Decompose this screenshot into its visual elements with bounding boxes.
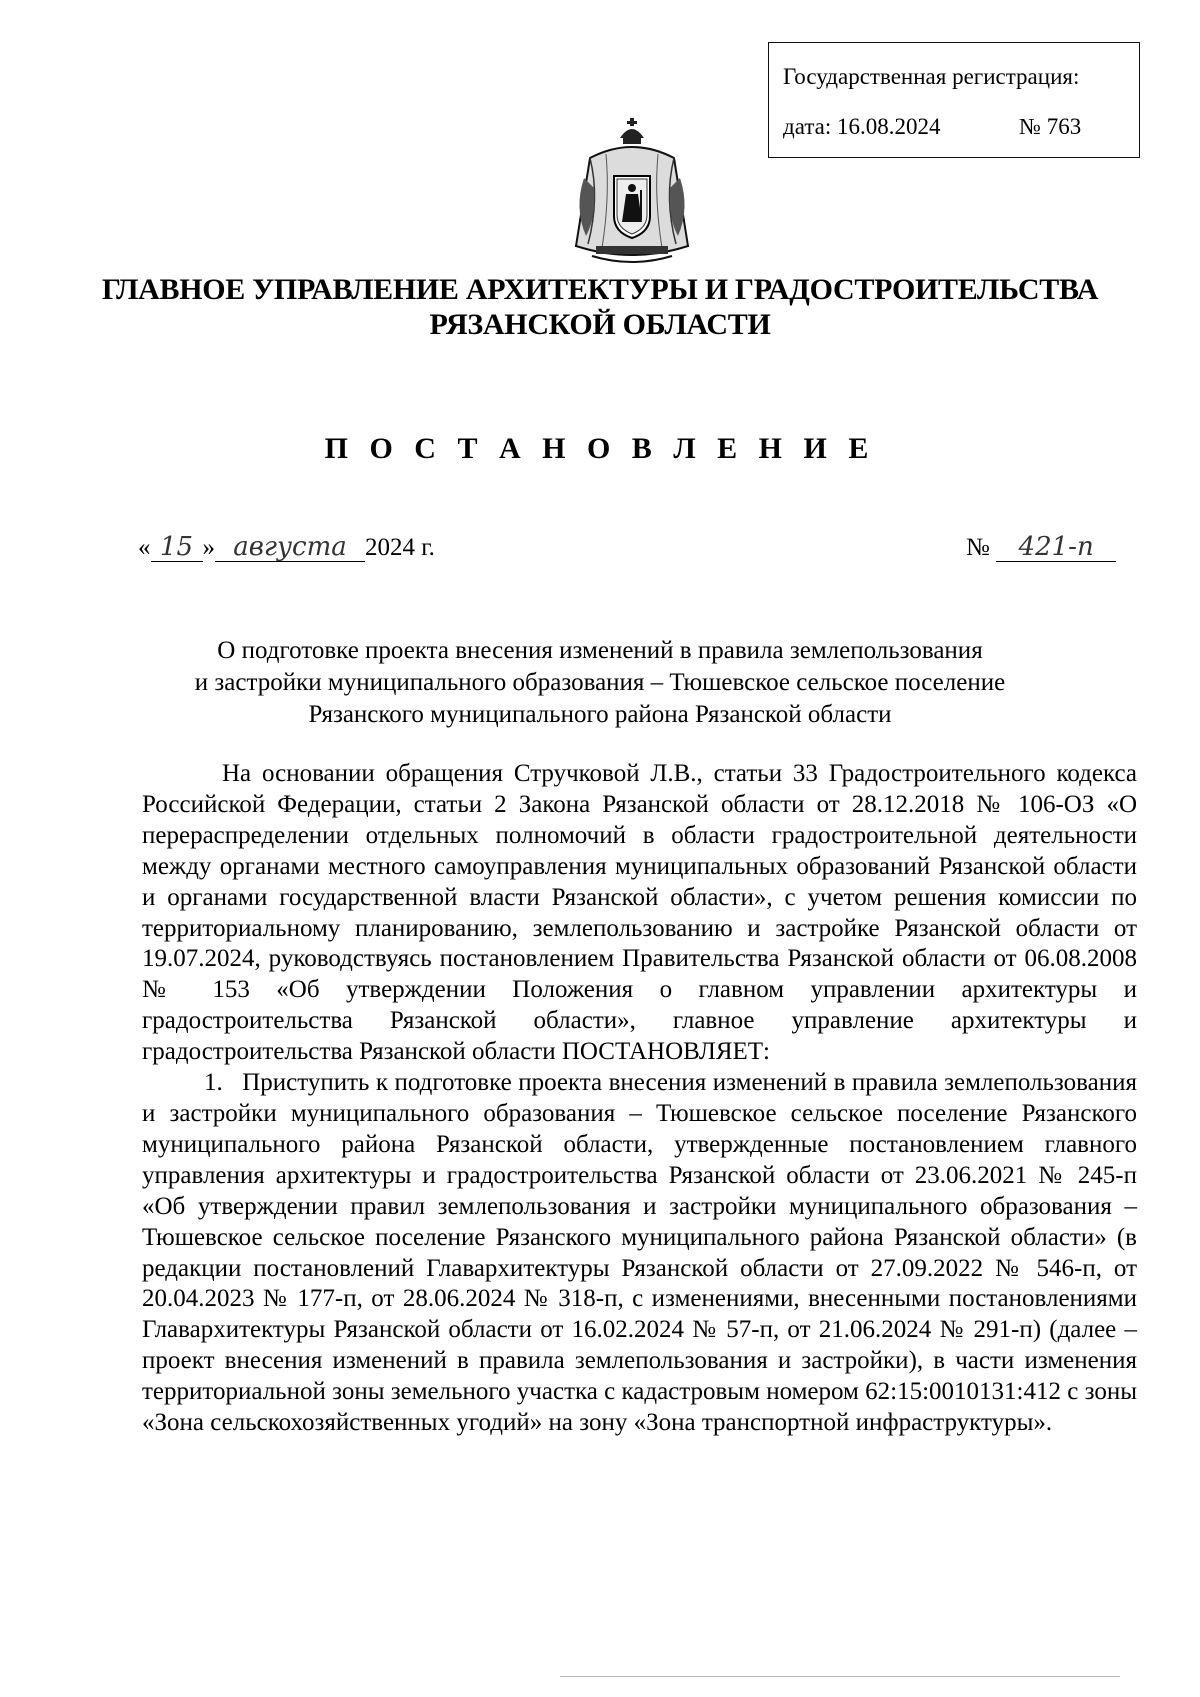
document-type-title: П О С Т А Н О В Л Е Н И Е [324,432,876,465]
subject-line-2: и застройки муниципального образования – Тюшевское сельское поселение [194,669,1006,696]
registration-date [783,113,941,141]
registration-title: Государственная регистрация: [783,64,1080,89]
decree-body [142,759,1137,1439]
decree-number [966,533,1116,562]
item-1-paragraph: 1. Приступить к подготовке проекта внесения изменений в правила землепользования и застройки муниципального образования – Тюшевское сельское поселение Рязанского муниципального района Рязанской области, утвержденные постановлением главного управления архитектуры и градостроительства Рязанской области от 23.06.2021 № 245-п «Об утверждении правил землепользования и застройки муниципального образования – Тюшевское сельское поселение Рязанского муниципального района Рязанской области» (в редакции постановлений Главархитектуры Рязанской области от 27.09.2022 № 546-п, от 20.04.2023 № 177-п, от 28.06.2024 № 318-п, с изменениями, внесенными постановлениями Главархитектуры Рязанской области от 16.02.2024 № 57-п, от 21.06.2024 № 291-п) (далее – проект внесения изменений в правила землепользования и застройки), в части изменения территориальной зоны земельного участка с кадастровым номером 62:15:0010131:412 с зоны «Зона сельскохозяйственных угодий» на зону «Зона транспортной инфраструктуры». [142,1069,1137,1437]
registration-date-label: дата: [783,114,832,139]
authority-name-line-1: ГЛАВНОЕ УПРАВЛЕНИЕ АРХИТЕКТУРЫ И ГРАДОСТРОИТЕЛЬСТВА [101,273,1099,306]
number-label: № [966,534,990,561]
subject-line-1: О подготовке проекта внесения изменений в правила землепользования [217,637,983,664]
page-bottom-divider [560,1676,1120,1677]
preamble-paragraph: На основании обращения Стручковой Л.В., статьи 33 Градостроительного кодекса Российской Федерации, статьи 2 Закона Рязанской области от 28.12.2018 № 106-ОЗ «О перераспределении отдельных полномочий в области градостроительной деятельности между органами местного самоуправления муниципальных образований Рязанской области и органами государственной власти Рязанской области», с учетом решения комиссии по территориальному планированию, землепользованию и застройке Рязанской области от 19.07.2024, руководствуясь постановлением Правительства Рязанской области от 06.08.2008 № 153 «Об утверждении Положения о главном управлении архитектуры и градостроительства Рязанской области», главное управление архитектуры и градостроительства Рязанской области ПОСТАНОВЛЯЕТ: [142,760,1137,1066]
authority-name-line-2: РЯЗАНСКОЙ ОБЛАСТИ [429,308,771,341]
decree-subject [0,635,1200,731]
ryazan-coat-of-arms-icon [570,118,694,268]
registration-date-value: 16.08.2024 [837,114,941,139]
date-open-quote: « [138,534,151,561]
date-day-handwritten: 15 [151,533,203,562]
number-value-handwritten: 421-п [996,533,1116,562]
subject-line-3: Рязанского муниципального района Рязанской области [308,701,892,728]
registration-number: № 763 [1019,114,1082,139]
date-month-handwritten: августа [215,533,365,562]
decree-date [138,533,435,562]
registration-stamp [768,42,1140,158]
date-close-quote: » [202,534,215,561]
crown-icon [620,118,644,144]
date-year: 2024 г. [365,534,435,561]
